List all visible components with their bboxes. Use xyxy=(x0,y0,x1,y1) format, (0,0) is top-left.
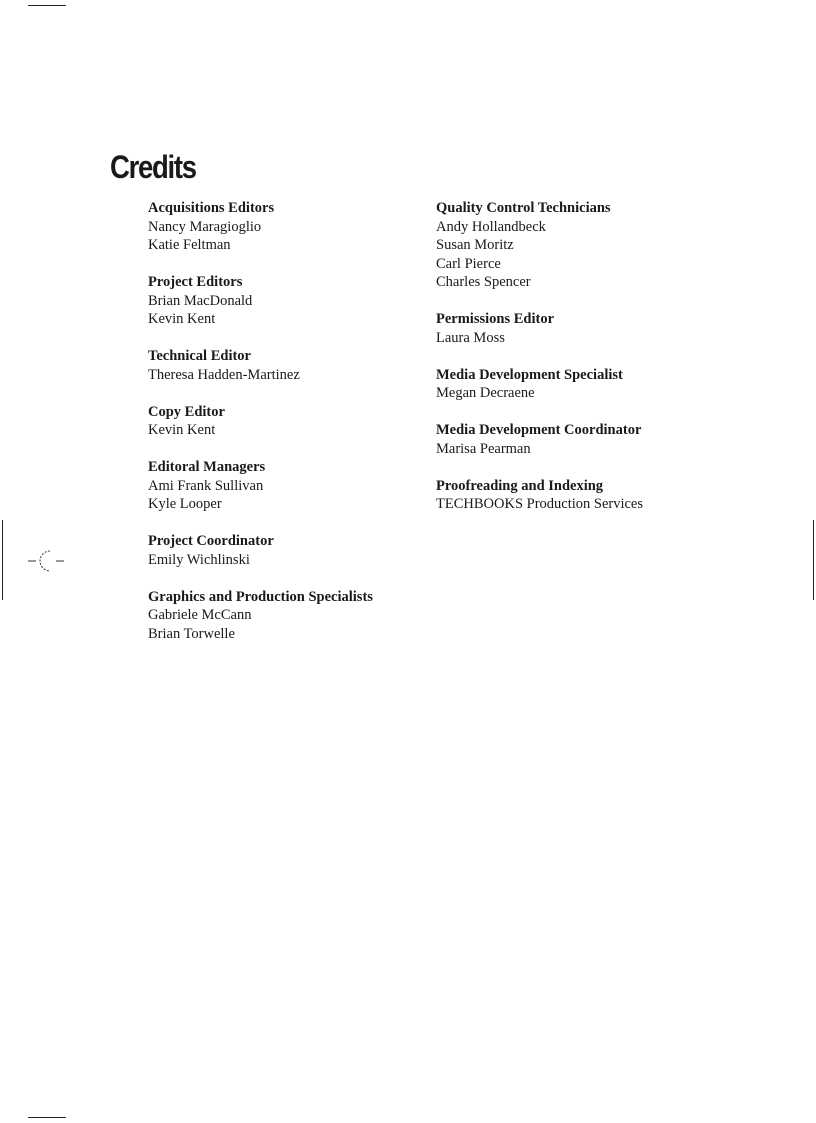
credit-role: Quality Control Technicians xyxy=(436,200,611,216)
side-rule-right xyxy=(813,520,814,600)
credit-role: Copy Editor xyxy=(148,403,225,420)
credit-name: Andy Hollandbeck xyxy=(436,218,546,235)
registration-mark-icon xyxy=(28,548,68,574)
credit-name: Kevin Kent xyxy=(148,422,216,438)
crop-mark-top xyxy=(28,5,66,6)
credit-name: Katie Feltman xyxy=(148,237,231,253)
credit-role: Proofreading and Indexing xyxy=(436,477,604,494)
credit-name: TECHBOOKS Production Services xyxy=(436,496,644,512)
credit-group xyxy=(148,588,438,644)
credit-name: Kyle Looper xyxy=(148,496,222,512)
credit-role: Media Development Specialist xyxy=(436,366,623,383)
credit-role: Editoral Managers xyxy=(148,459,266,475)
credit-name: Gabriele McCann xyxy=(148,607,252,623)
credit-name: Carl Pierce xyxy=(436,255,501,272)
credit-group xyxy=(148,403,438,440)
credits-column-left xyxy=(148,199,438,662)
credit-group xyxy=(436,421,766,458)
credit-role: Media Development Coordinator xyxy=(436,422,642,438)
credit-group xyxy=(148,532,438,569)
credit-role: Permissions Editor xyxy=(436,311,555,327)
credit-name: Theresa Hadden-Martinez xyxy=(148,366,300,383)
credit-name: Brian MacDonald xyxy=(148,292,253,309)
crop-mark-bottom xyxy=(28,1117,66,1118)
credit-name: Megan Decraene xyxy=(436,385,535,401)
credit-name: Marisa Pearman xyxy=(436,440,531,457)
credit-name: Laura Moss xyxy=(436,329,505,346)
credit-group xyxy=(436,310,766,347)
credit-role: Technical Editor xyxy=(148,348,251,364)
credit-name: Charles Spencer xyxy=(436,274,531,290)
credit-name: Ami Frank Sullivan xyxy=(148,477,264,494)
credit-name: Susan Moritz xyxy=(436,237,514,253)
credits-column-right xyxy=(436,199,766,532)
credit-name: Nancy Maragioglio xyxy=(148,218,262,235)
credit-group xyxy=(148,458,438,514)
side-rule-left xyxy=(2,520,3,600)
credit-group xyxy=(148,347,438,384)
credit-group xyxy=(436,199,766,292)
credit-group xyxy=(148,199,438,255)
credit-group xyxy=(148,273,438,329)
credit-name: Brian Torwelle xyxy=(148,625,235,642)
credit-role: Graphics and Production Specialists xyxy=(148,588,373,605)
credit-group xyxy=(436,366,766,403)
credit-group xyxy=(436,477,766,514)
credit-role: Acquisitions Editors xyxy=(148,200,275,216)
credit-role: Project Editors xyxy=(148,274,243,290)
credit-name: Kevin Kent xyxy=(148,311,216,327)
credit-name: Emily Wichlinski xyxy=(148,551,250,568)
credit-role: Project Coordinator xyxy=(148,533,274,549)
page-title: Credits xyxy=(110,149,196,185)
